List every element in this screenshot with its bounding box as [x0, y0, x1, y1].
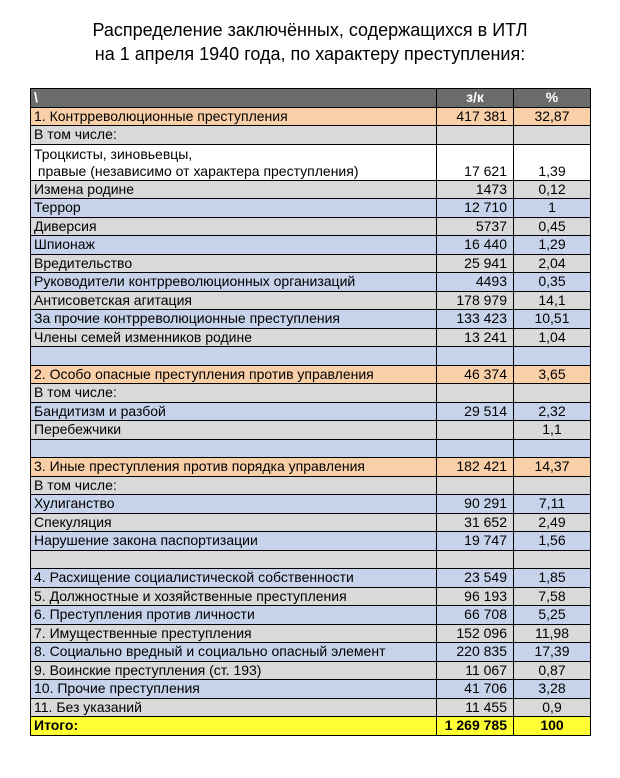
row-count: 12 710	[437, 199, 514, 218]
row-label: 5. Должностные и хозяйственные преступления	[31, 587, 437, 606]
row-count: 5737	[437, 217, 514, 236]
row-count	[437, 126, 514, 145]
table-row	[31, 698, 591, 717]
row-label	[31, 439, 437, 458]
table-row	[31, 606, 591, 625]
row-label: Перебежчики	[31, 421, 437, 440]
row-label	[31, 550, 437, 569]
row-label	[31, 144, 437, 180]
row-count: 152 096	[437, 624, 514, 643]
table-row	[31, 328, 591, 347]
row-count: 4493	[437, 273, 514, 292]
row-count: 13 241	[437, 328, 514, 347]
row-percent: 1,04	[514, 328, 591, 347]
table-header-row	[31, 89, 591, 108]
row-percent: 0,9	[514, 698, 591, 717]
row-percent: 100	[514, 717, 591, 736]
row-percent: 1	[514, 199, 591, 218]
table-row	[31, 217, 591, 236]
table-row	[31, 384, 591, 403]
row-count	[437, 347, 514, 366]
row-label: 3. Иные преступления против порядка управления	[31, 458, 437, 477]
row-count: 182 421	[437, 458, 514, 477]
row-percent: 11,98	[514, 624, 591, 643]
row-count: 417 381	[437, 107, 514, 126]
row-percent: 2,32	[514, 402, 591, 421]
row-label	[31, 347, 437, 366]
row-percent: 1,29	[514, 236, 591, 255]
row-label: Руководители контрреволюционных организаций	[31, 273, 437, 292]
table-row	[31, 273, 591, 292]
table-row	[31, 643, 591, 662]
row-percent: 0,87	[514, 661, 591, 680]
row-count: 90 291	[437, 495, 514, 514]
table-row	[31, 199, 591, 218]
prisoners-table	[30, 88, 591, 736]
row-label: Члены семей изменников родине	[31, 328, 437, 347]
row-percent	[514, 439, 591, 458]
row-label: 9. Воинские преступления (ст. 193)	[31, 661, 437, 680]
row-label: Террор	[31, 199, 437, 218]
table-row	[31, 347, 591, 366]
row-label: Вредительство	[31, 254, 437, 273]
row-percent	[514, 476, 591, 495]
table-row	[31, 513, 591, 532]
table-row	[31, 680, 591, 699]
row-label: В том числе:	[31, 126, 437, 145]
row-label: 1. Контрреволюционные преступления	[31, 107, 437, 126]
row-count: 25 941	[437, 254, 514, 273]
row-count: 1473	[437, 180, 514, 199]
row-label: За прочие контрреволюционные преступления	[31, 310, 437, 329]
row-percent: 2,04	[514, 254, 591, 273]
row-count	[437, 439, 514, 458]
row-label: Антисоветская агитация	[31, 291, 437, 310]
table-row	[31, 532, 591, 551]
row-percent: 7,11	[514, 495, 591, 514]
row-label: В том числе:	[31, 476, 437, 495]
row-count: 17 621	[437, 144, 514, 180]
row-label: 2. Особо опасные преступления против управления	[31, 365, 437, 384]
row-count	[437, 550, 514, 569]
total-row	[31, 717, 591, 736]
row-label-line-2: правые (независимо от характера преступления)	[34, 162, 359, 179]
row-label: Диверсия	[31, 217, 437, 236]
table-row	[31, 458, 591, 477]
row-count: 16 440	[437, 236, 514, 255]
row-percent: 3,28	[514, 680, 591, 699]
row-count	[437, 384, 514, 403]
row-percent: 14,37	[514, 458, 591, 477]
row-label: 11. Без указаний	[31, 698, 437, 717]
row-label: Итого:	[31, 717, 437, 736]
table-row	[31, 476, 591, 495]
row-count: 11 455	[437, 698, 514, 717]
row-count: 1 269 785	[437, 717, 514, 736]
row-count: 11 067	[437, 661, 514, 680]
row-percent: 0,12	[514, 180, 591, 199]
row-label: В том числе:	[31, 384, 437, 403]
header-count-cell: з/к	[437, 89, 514, 108]
table-row	[31, 365, 591, 384]
row-percent	[514, 347, 591, 366]
table-row	[31, 107, 591, 126]
row-percent: 1,39	[514, 144, 591, 180]
table-row	[31, 144, 591, 180]
title-line-2: на 1 апреля 1940 года, по характеру преступления:	[94, 44, 526, 64]
table-row	[31, 587, 591, 606]
table-row	[31, 402, 591, 421]
row-count: 66 708	[437, 606, 514, 625]
row-label: 8. Социально вредный и социально опасный элемент	[31, 643, 437, 662]
row-percent: 17,39	[514, 643, 591, 662]
row-percent	[514, 550, 591, 569]
row-label: Спекуляция	[31, 513, 437, 532]
row-count: 220 835	[437, 643, 514, 662]
table-row	[31, 495, 591, 514]
row-percent: 32,87	[514, 107, 591, 126]
row-percent: 0,35	[514, 273, 591, 292]
row-count: 96 193	[437, 587, 514, 606]
row-percent: 1,56	[514, 532, 591, 551]
title-line-1: Распределение заключённых, содержащихся в ИТЛ	[92, 20, 528, 40]
row-count: 29 514	[437, 402, 514, 421]
row-percent: 1,1	[514, 421, 591, 440]
row-count: 31 652	[437, 513, 514, 532]
header-percent-cell: %	[514, 89, 591, 108]
table-row	[31, 569, 591, 588]
row-count: 19 747	[437, 532, 514, 551]
row-count: 133 423	[437, 310, 514, 329]
page-title	[0, 18, 620, 66]
row-label: 10. Прочие преступления	[31, 680, 437, 699]
row-percent: 5,25	[514, 606, 591, 625]
table-row	[31, 624, 591, 643]
row-label: Хулиганство	[31, 495, 437, 514]
table-row	[31, 291, 591, 310]
row-percent: 0,45	[514, 217, 591, 236]
table-row	[31, 126, 591, 145]
header-label-cell: \	[31, 89, 437, 108]
row-label: Нарушение закона паспортизации	[31, 532, 437, 551]
row-label-line-1: Троцкисты, зиновьевцы,	[34, 145, 193, 162]
row-percent: 7,58	[514, 587, 591, 606]
row-count: 178 979	[437, 291, 514, 310]
row-percent	[514, 126, 591, 145]
row-count: 46 374	[437, 365, 514, 384]
row-label: 7. Имущественные преступления	[31, 624, 437, 643]
table-row	[31, 310, 591, 329]
row-percent: 1,85	[514, 569, 591, 588]
table-row	[31, 661, 591, 680]
row-label: Измена родине	[31, 180, 437, 199]
table-row	[31, 254, 591, 273]
row-percent: 14,1	[514, 291, 591, 310]
row-label: Бандитизм и разбой	[31, 402, 437, 421]
row-percent: 2,49	[514, 513, 591, 532]
row-label: Шпионаж	[31, 236, 437, 255]
row-count	[437, 476, 514, 495]
row-count: 23 549	[437, 569, 514, 588]
row-count	[437, 421, 514, 440]
table-row	[31, 550, 591, 569]
row-count: 41 706	[437, 680, 514, 699]
table-row	[31, 236, 591, 255]
table-row	[31, 180, 591, 199]
table-row	[31, 439, 591, 458]
row-label: 4. Расхищение социалистической собственности	[31, 569, 437, 588]
row-percent: 10,51	[514, 310, 591, 329]
table-row	[31, 421, 591, 440]
row-percent	[514, 384, 591, 403]
row-label: 6. Преступления против личности	[31, 606, 437, 625]
row-percent: 3,65	[514, 365, 591, 384]
